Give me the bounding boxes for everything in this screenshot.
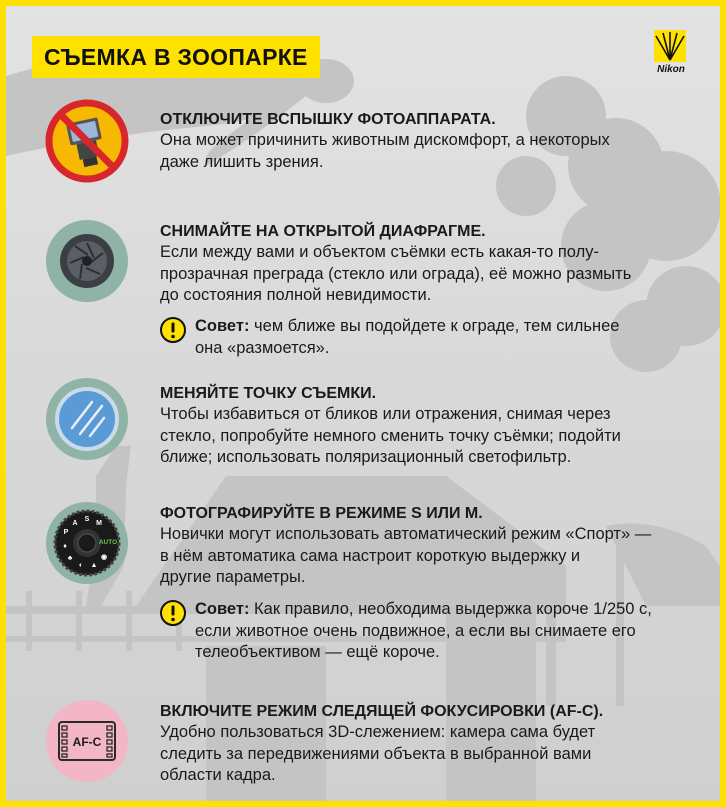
section-text-line: в нём автоматика сама настроит короткую выдержку и	[160, 546, 581, 565]
aperture-lens-icon	[44, 218, 130, 304]
section-heading: ФОТОГРАФИРУЙТЕ В РЕЖИМЕ S ИЛИ M.	[160, 505, 483, 522]
section-af-c	[160, 702, 705, 787]
svg-text:◐: ◐	[78, 562, 84, 569]
glass-reflection-icon	[44, 376, 130, 462]
section-text-line: ближе; использовать поляризационный светофильтр.	[160, 448, 572, 466]
nikon-logo-mark	[654, 30, 686, 62]
svg-text:♣: ♣	[67, 555, 73, 562]
section-shooting-mode	[160, 504, 705, 589]
section-flash	[160, 110, 705, 173]
nikon-logo-text: Nikon	[657, 64, 685, 75]
nikon-logo	[644, 30, 698, 80]
tip-label: Совет:	[195, 600, 250, 618]
svg-text:M: M	[96, 520, 102, 527]
content-panel	[6, 6, 720, 801]
section-text-line: прозрачная преграда (стекло или ограда), её можно размыть	[160, 264, 632, 283]
section-heading: СНИМАЙТЕ НА ОТКРЫТОЙ ДИАФРАГМЕ.	[160, 223, 486, 240]
page-title-banner	[32, 36, 320, 78]
section-text-line: Она может причинить животным дискомфорт, а некоторых	[160, 131, 610, 149]
warning-exclamation-icon	[160, 317, 186, 343]
section-text-line: другие параметры.	[160, 568, 306, 586]
section-text-line: следить за передвижениями объекта в выбранной вами	[160, 744, 592, 763]
section-text-line: даже лишить зрения.	[160, 152, 324, 171]
svg-text:S: S	[84, 516, 90, 523]
svg-text:P: P	[63, 529, 69, 536]
section-viewpoint	[160, 384, 705, 469]
tip-text-line: она «размоется».	[195, 338, 330, 357]
tip-aperture	[160, 316, 705, 359]
section-heading: МЕНЯЙТЕ ТОЧКУ СЪЕМКИ.	[160, 385, 377, 402]
crossed-flash-icon	[44, 98, 130, 184]
tip-text-line: телеобъективом — ещё короче.	[195, 643, 440, 661]
section-heading: ВКЛЮЧИТЕ РЕЖИМ СЛЕДЯЩЕЙ ФОКУСИРОВКИ (AF-C).	[160, 703, 604, 720]
section-text-line: Если между вами и объектом съёмки есть какая-то полу-	[160, 243, 599, 261]
af-c-focus-icon	[44, 698, 130, 784]
warning-exclamation-icon	[160, 600, 186, 626]
section-text-line: области кадра.	[160, 766, 276, 784]
tip-text-line: если животное очень подвижное, а если вы снимаете его	[195, 621, 636, 640]
svg-text:▲: ▲	[90, 562, 98, 569]
svg-text:A: A	[72, 520, 78, 527]
tip-text	[195, 316, 619, 359]
section-text-line: стекло, попробуйте немного сменить точку съёмки; подойти	[160, 426, 621, 445]
tip-text-line: Как правило, необходима выдержка короче 1/250 с,	[249, 600, 652, 618]
tip-shutter-speed	[160, 599, 705, 664]
tip-label: Совет:	[195, 317, 250, 335]
section-text-line: Новички могут использовать автоматический режим «Спорт» —	[160, 525, 652, 543]
mode-dial-icon	[44, 500, 130, 586]
section-text-line: Чтобы избавиться от бликов или отражения, снимая через	[160, 405, 611, 423]
section-heading: ОТКЛЮЧИТЕ ВСПЫШКУ ФОТОАППАРАТА.	[160, 111, 496, 128]
nikon-rays-icon	[654, 30, 686, 62]
section-text-line: Удобно пользоваться 3D-слежением: камера сама будет	[160, 723, 596, 741]
section-aperture	[160, 222, 705, 307]
dial-auto-label: AUTO	[98, 539, 118, 546]
section-text-line: до состояния полной невидимости.	[160, 286, 432, 304]
svg-text:♦: ♦	[63, 543, 67, 550]
page-title: СЪЕМКА В ЗООПАРКЕ	[44, 43, 308, 70]
af-c-label: AF-C	[72, 735, 102, 749]
tip-text-line: чем ближе вы подойдете к ограде, тем сильнее	[249, 317, 620, 335]
svg-text:◉: ◉	[100, 554, 108, 561]
tip-text	[195, 599, 652, 664]
